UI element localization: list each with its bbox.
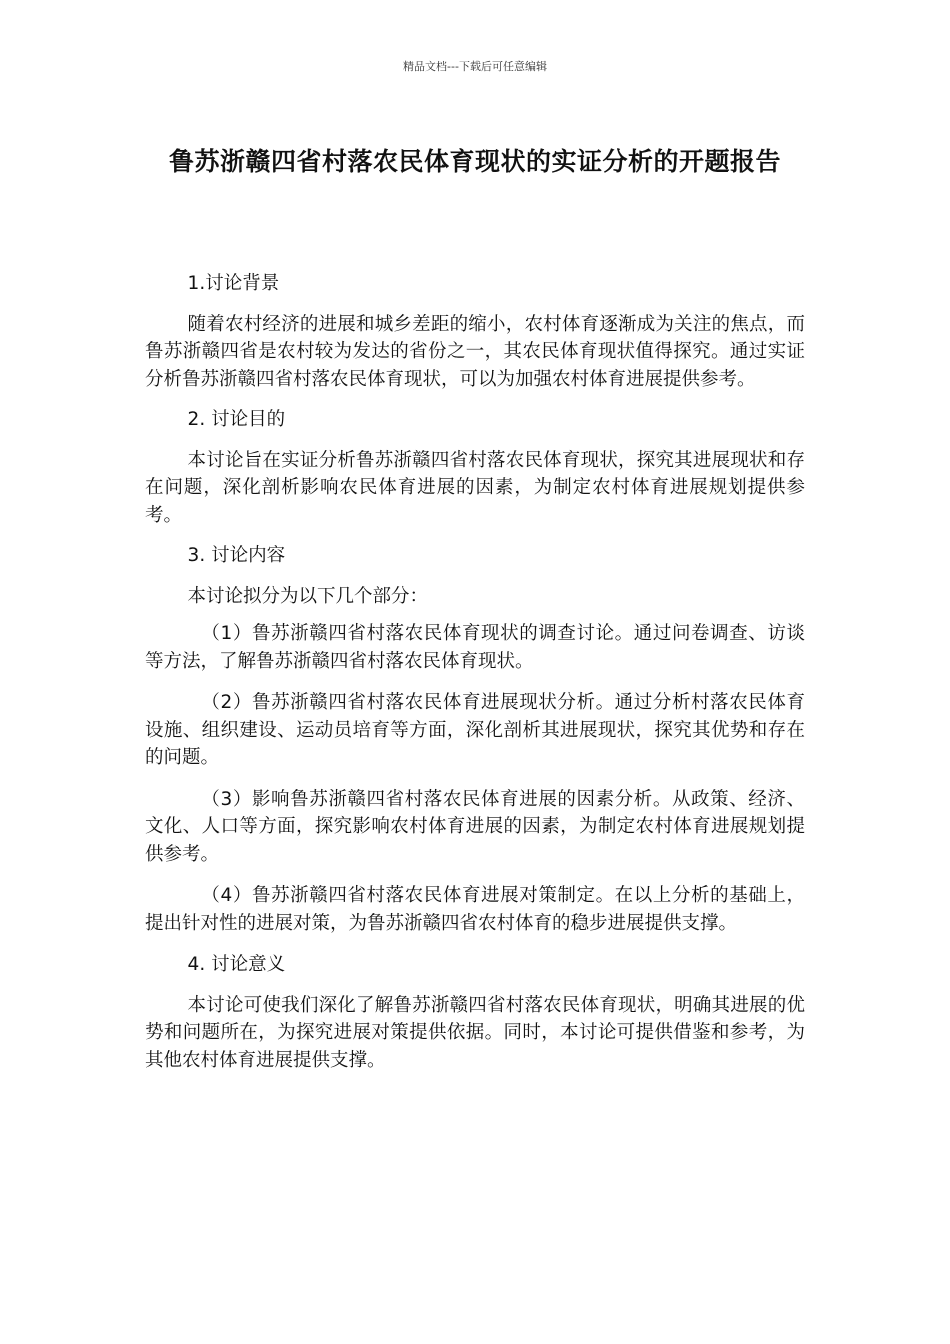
content-item-4: （4）鲁苏浙赣四省村落农民体育进展对策制定。在以上分析的基础上，提出针对性的进展对策，为鲁苏浙赣四省农村体育的稳步进展提供支撑。 <box>145 885 805 934</box>
section-heading-background: 1.讨论背景 <box>187 273 280 294</box>
section-heading-content: 3. 讨论内容 <box>187 545 286 566</box>
document-body <box>145 270 805 1087</box>
header-note: 精品文档---下载后可任意编辑 <box>403 60 547 73</box>
content-item-3: （3）影响鲁苏浙赣四省村落农民体育进展的因素分析。从政策、经济、文化、人口等方面，探究影响农村体育进展的因素，为制定农村体育进展规划提供参考。 <box>145 788 805 865</box>
section-heading-purpose: 2. 讨论目的 <box>187 409 286 430</box>
content-intro: 本讨论拟分为以下几个部分： <box>187 585 429 607</box>
section-heading-significance: 4. 讨论意义 <box>187 954 286 975</box>
background-paragraph: 随着农村经济的进展和城乡差距的缩小，农村体育逐渐成为关注的焦点，而鲁苏浙赣四省是农村较为发达的省份之一，其农民体育现状值得探究。通过实证分析鲁苏浙赣四省村落农民体育现状，可以为加强农村体育进展提供参考。 <box>145 313 805 390</box>
document-title: 鲁苏浙赣四省村落农民体育现状的实证分析的开题报告 <box>168 147 781 176</box>
content-item-2: （2）鲁苏浙赣四省村落农民体育进展现状分析。通过分析村落农民体育设施、组织建设、运动员培育等方面，深化剖析其进展现状，探究其优势和存在的问题。 <box>145 692 805 768</box>
content-item-1: （1）鲁苏浙赣四省村落农民体育现状的调查讨论。通过问卷调查、访谈等方法，了解鲁苏浙赣四省村落农民体育现状。 <box>145 623 805 672</box>
purpose-paragraph: 本讨论旨在实证分析鲁苏浙赣四省村落农民体育现状，探究其进展现状和存在问题，深化剖析影响农民体育进展的因素，为制定农村体育进展规划提供参考。 <box>145 449 805 526</box>
significance-paragraph: 本讨论可使我们深化了解鲁苏浙赣四省村落农民体育现状，明确其进展的优势和问题所在，为探究进展对策提供依据。同时，本讨论可提供借鉴和参考，为其他农村体育进展提供支撑。 <box>145 994 805 1071</box>
